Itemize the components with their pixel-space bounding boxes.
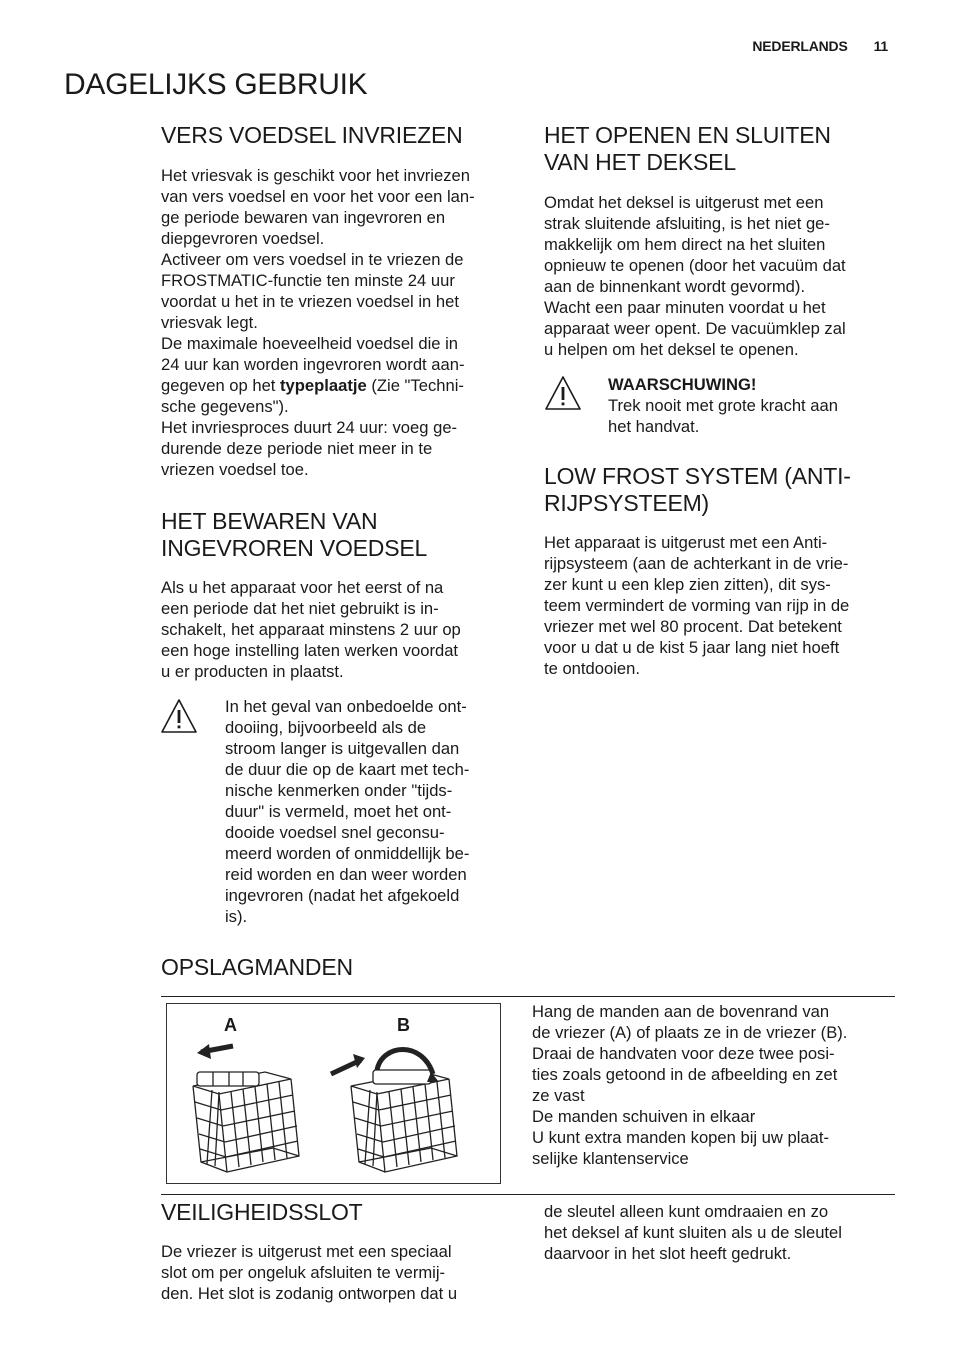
section-body-deksel — [544, 192, 914, 360]
section-title-slot: VEILIGHEIDSSLOT — [161, 1199, 363, 1225]
title-line: HET OPENEN EN SLUITEN — [544, 122, 831, 148]
text-line: Wacht een paar minuten voordat u het — [544, 298, 826, 317]
text-line: gegeven op het — [161, 376, 281, 395]
section-body-lowfrost — [544, 532, 914, 679]
text-line: rijpsysteem (aan de achterkant in de vrie- — [544, 554, 849, 573]
text-line: zer kunt u een klep zien zitten), dit sys- — [544, 575, 831, 594]
text-line: Het apparaat is uitgerust met een Anti- — [544, 533, 828, 552]
text-line: diepgevroren voedsel. — [161, 229, 325, 248]
warning-triangle-icon — [160, 698, 198, 734]
basket-figure — [166, 1003, 501, 1184]
basket-a-drawing — [193, 1072, 299, 1172]
text-line: u er producten in plaatst. — [161, 662, 344, 681]
text-line: reid worden en dan weer worden — [225, 865, 467, 884]
text-line: makkelijk om hem direct na het sluiten — [544, 235, 826, 254]
text-line: ingevroren (nadat het afgekoeld — [225, 886, 460, 905]
section-title-lowfrost — [544, 463, 851, 517]
text-line: Draai de handvaten voor deze twee posi- — [532, 1044, 835, 1063]
text-line: durende deze periode niet meer in te — [161, 439, 433, 458]
figure-label-a: A — [224, 1015, 237, 1035]
text-line: meerd worden of onmiddellijk be- — [225, 844, 470, 863]
paragraph — [161, 249, 521, 333]
arrowhead-icon — [197, 1044, 211, 1059]
text-line: u helpen om het deksel te openen. — [544, 340, 799, 359]
text-line: U kunt extra manden kopen bij uw plaat- — [532, 1128, 830, 1147]
divider — [161, 1194, 895, 1195]
title-line: INGEVROREN VOEDSEL — [161, 535, 428, 561]
text-line: In het geval van onbedoelde ont- — [225, 697, 467, 716]
text-line: Als u het apparaat voor het eerst of na — [161, 578, 444, 597]
text-line: selijke klantenservice — [532, 1149, 689, 1168]
paragraph — [161, 417, 521, 480]
text-line: sche gegevens"). — [161, 397, 289, 416]
text-line: stroom langer is uitgevallen dan — [225, 739, 460, 758]
section-title-opslag: OPSLAGMANDEN — [161, 954, 353, 980]
text-line: voordat u het in te vriezen voedsel in het — [161, 292, 459, 311]
section-body-slot-right — [544, 1201, 904, 1264]
text-line: een periode dat het niet gebruikt is in- — [161, 599, 439, 618]
text-line: schakelt, het apparaat minstens 2 uur op — [161, 620, 461, 639]
title-line: VAN HET DEKSEL — [544, 149, 736, 175]
text-line: nische kenmerken onder "tijds- — [225, 781, 453, 800]
text-line: De vriezer is uitgerust met een speciaal — [161, 1242, 452, 1261]
text-line: vriezen voedsel toe. — [161, 460, 309, 479]
warning-text-ontdooiing — [225, 696, 520, 927]
text-line: De manden schuiven in elkaar — [532, 1107, 756, 1126]
section-body-opslag — [532, 1001, 897, 1169]
warning-block-handvat — [608, 374, 908, 437]
text-line: teem vermindert de vorming van rijp in de — [544, 596, 850, 615]
paragraph — [161, 165, 521, 249]
title-line: RIJPSYSTEEM) — [544, 490, 710, 516]
text-line: vriesvak legt. — [161, 313, 258, 332]
text-line: een hoge instelling laten werken voordat — [161, 641, 459, 660]
text-line: FROSTMATIC-functie ten minste 24 uur — [161, 271, 455, 290]
emphasis-typeplaatje: typeplaatje — [280, 376, 367, 395]
text-line: Omdat het deksel is uitgerust met een — [544, 193, 824, 212]
text-line: apparaat weer opent. De vacuümklep zal — [544, 319, 846, 338]
text-line: Hang de manden aan de bovenrand van — [532, 1002, 830, 1021]
text-line: dooiing, bijvoorbeeld als de — [225, 718, 427, 737]
section-title-bewaren — [161, 508, 427, 562]
text-line: aan de binnenkant wordt gevormd). — [544, 277, 806, 296]
text-line: opnieuw te openen (door het vacuüm dat — [544, 256, 846, 275]
text-line: strak sluitende afsluiting, is het niet ge- — [544, 214, 830, 233]
text-line: Trek nooit met grote kracht aan — [608, 396, 838, 415]
section-body-bewaren — [161, 577, 521, 682]
text-line: De maximale hoeveelheid voedsel die in — [161, 334, 459, 353]
page-title: DAGELIJKS GEBRUIK — [64, 68, 368, 101]
text-line: te ontdooien. — [544, 659, 640, 678]
section-body-slot-left — [161, 1241, 511, 1304]
text-line: Het invriesproces duurt 24 uur: voeg ge- — [161, 418, 458, 437]
text-line: Activeer om vers voedsel in te vriezen de — [161, 250, 464, 269]
header-section: NEDERLANDS — [752, 38, 848, 54]
warning-triangle-icon — [544, 375, 582, 411]
text-line: het deksel af kunt sluiten als u de sleutel — [544, 1223, 842, 1242]
text-line: de vriezer (A) of plaats ze in de vriezer (B). — [532, 1023, 848, 1042]
text-line: is). — [225, 907, 248, 926]
figure-label-b: B — [397, 1015, 410, 1035]
text-line: ties zoals getoond in de afbeelding en zet — [532, 1065, 838, 1084]
text-line: voor u dat u de kist 5 jaar lang niet hoeft — [544, 638, 840, 657]
basket-b-drawing — [351, 1050, 457, 1173]
section-body-vers — [161, 165, 521, 480]
text-line: ge periode bewaren van ingevroren en — [161, 208, 446, 227]
text-line: de duur die op de kaart met tech- — [225, 760, 470, 779]
text-line: daarvoor in het slot heeft gedrukt. — [544, 1244, 792, 1263]
divider — [161, 996, 895, 997]
text-line: duur" is vermeld, moet het ont- — [225, 802, 452, 821]
text-line: de sleutel alleen kunt omdraaien en zo — [544, 1202, 829, 1221]
text-line: den. Het slot is zodanig ontworpen dat u — [161, 1284, 458, 1303]
section-title-deksel — [544, 122, 831, 176]
text-line: dooide voedsel snel geconsu- — [225, 823, 445, 842]
text-line: (Zie "Techni- — [366, 376, 464, 395]
text-line: van vers voedsel en voor het voor een lan- — [161, 187, 475, 206]
title-line: LOW FROST SYSTEM (ANTI- — [544, 463, 851, 489]
section-title-vers: VERS VOEDSEL INVRIEZEN — [161, 122, 463, 148]
text-line: ze vast — [532, 1086, 585, 1105]
text-line: het handvat. — [608, 417, 700, 436]
text-line: Het vriesvak is geschikt voor het invriezen — [161, 166, 470, 185]
running-header — [752, 38, 888, 54]
page-number: 11 — [873, 38, 888, 54]
basket-illustration — [167, 1004, 500, 1183]
text-line: slot om per ongeluk afsluiten te vermij- — [161, 1263, 446, 1282]
text-line: 24 uur kan worden ingevroren wordt aan- — [161, 355, 465, 374]
title-line: HET BEWAREN VAN — [161, 508, 378, 534]
warning-title: WAARSCHUWING! — [608, 375, 757, 394]
text-line: vriezer met wel 80 procent. Dat betekent — [544, 617, 842, 636]
paragraph — [161, 333, 521, 417]
